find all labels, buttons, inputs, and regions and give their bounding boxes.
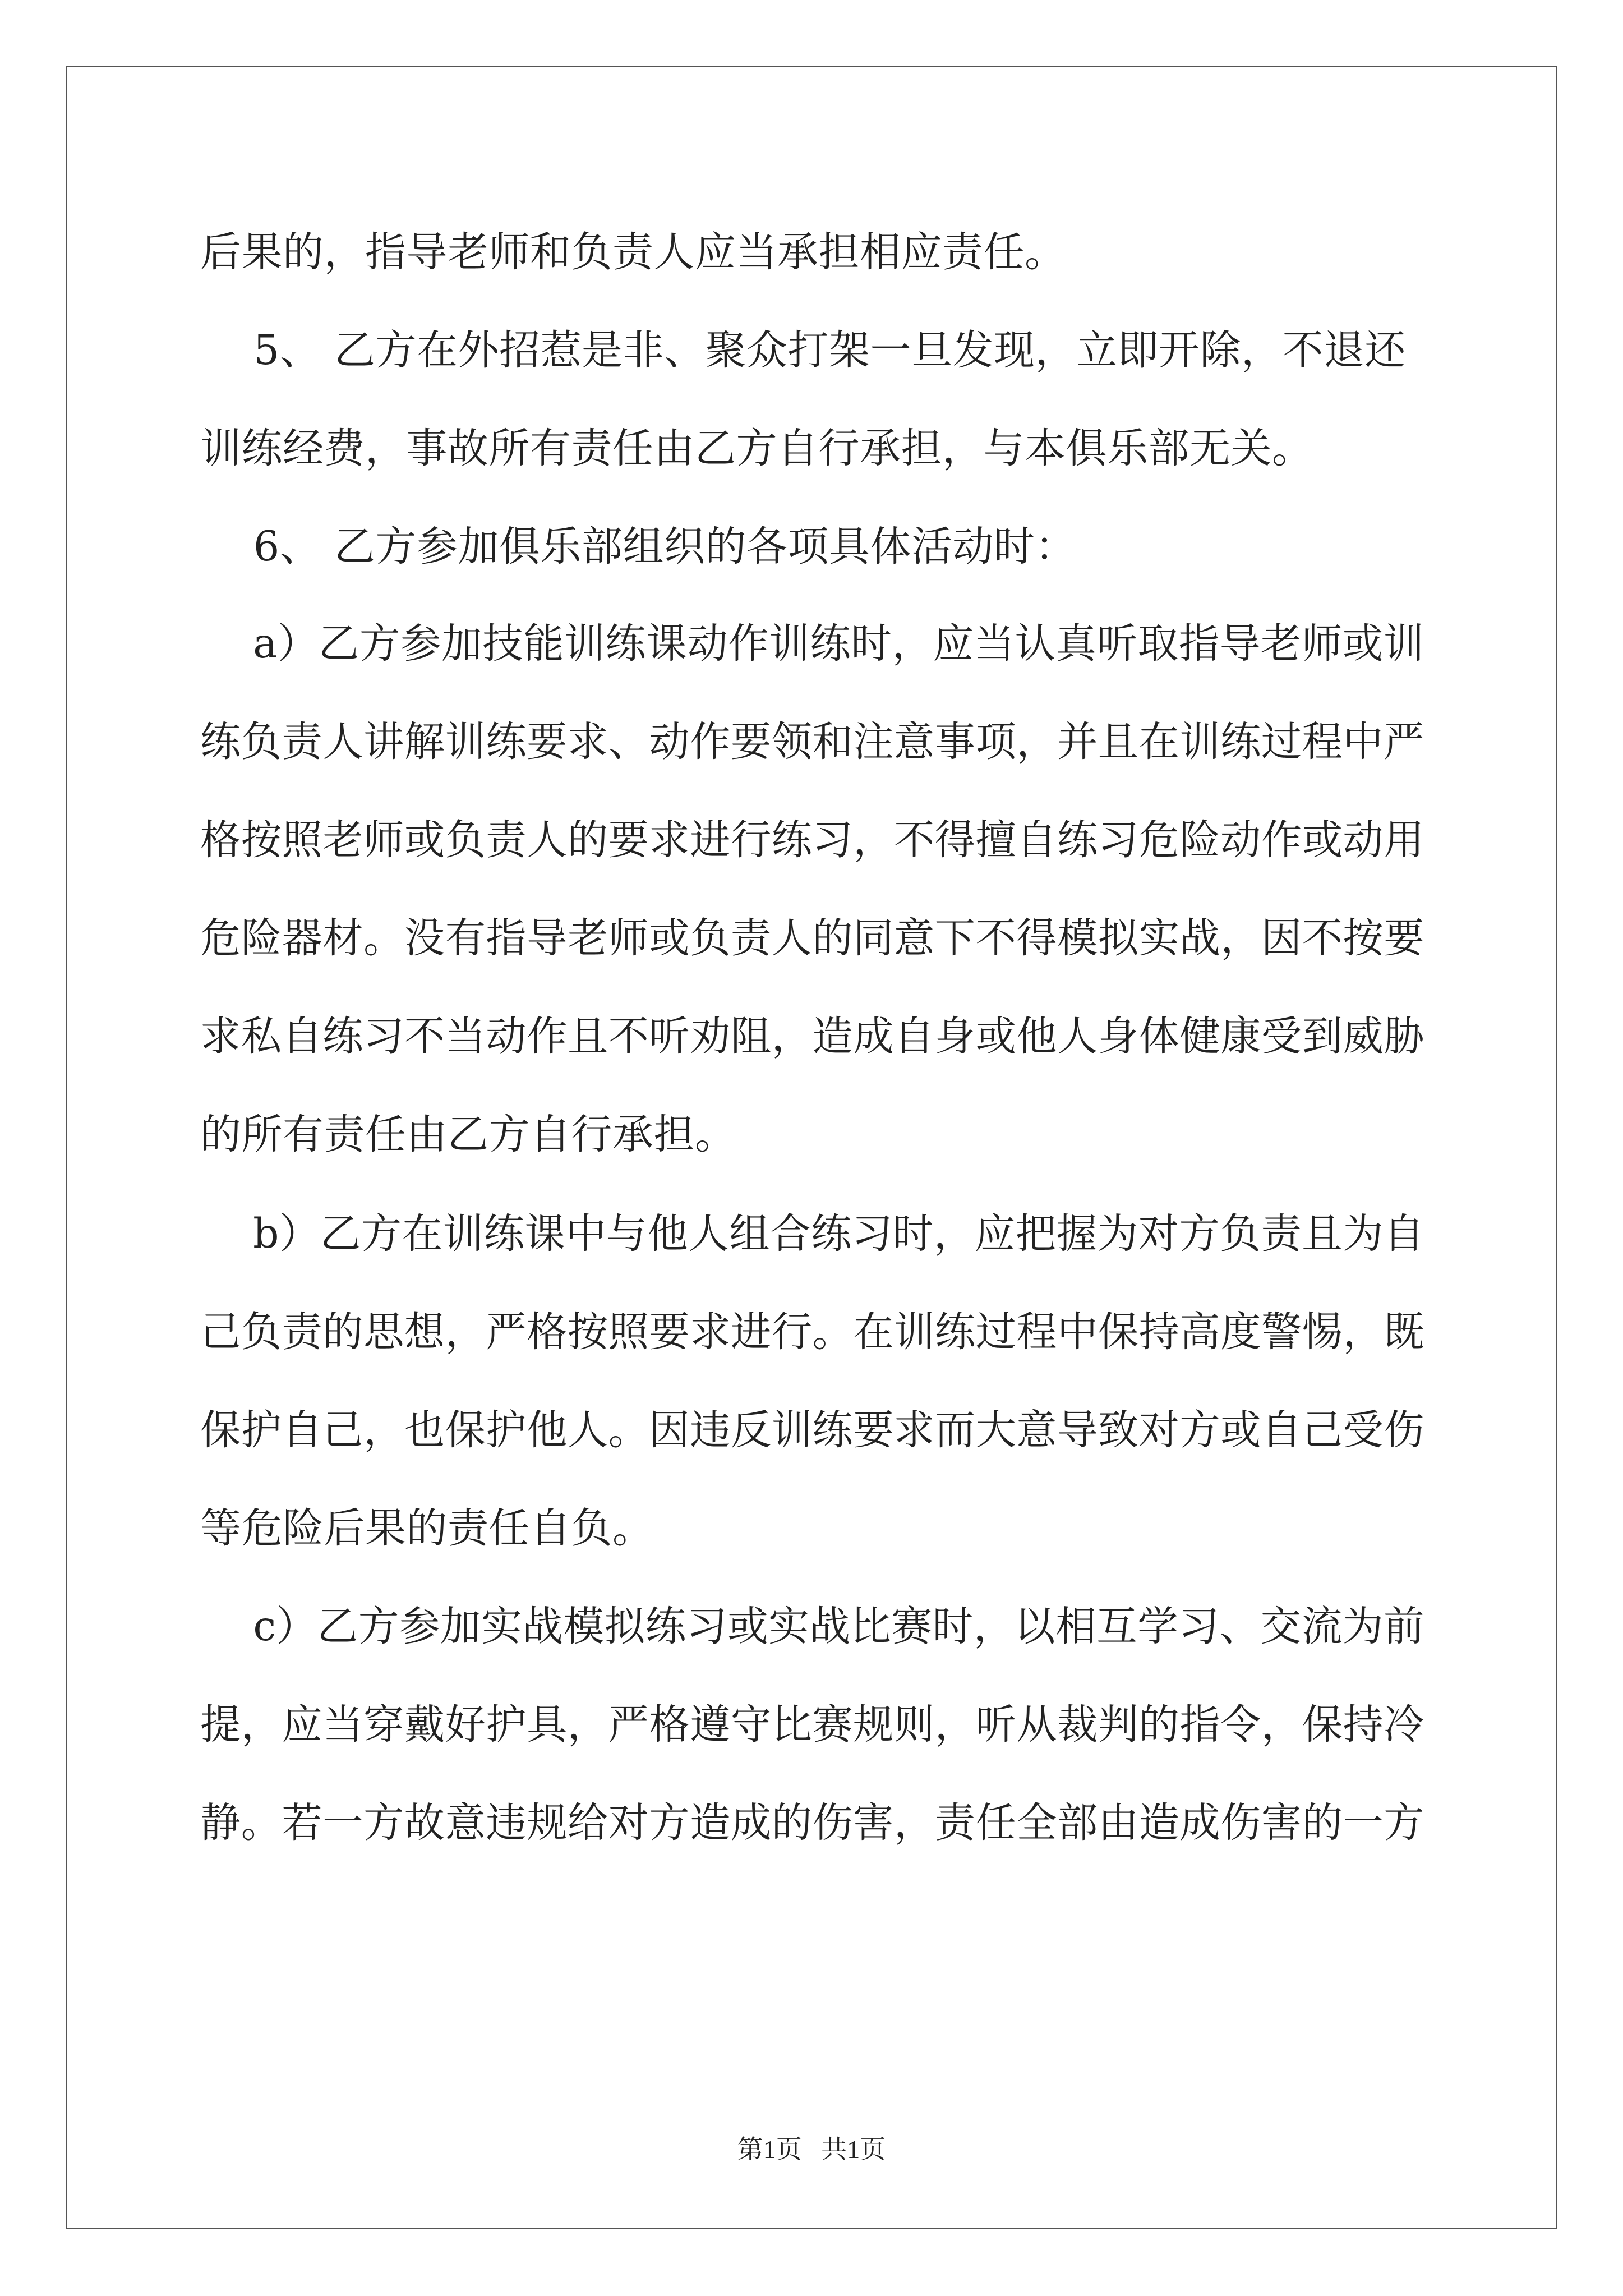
text-line: 6、 乙方参加俱乐部组织的各项具体活动时： (200, 523, 1076, 570)
text-line: b）乙方在训练课中与他人组合练习时，应把握为对方负责且为自 (200, 1210, 1425, 1258)
text-line: 提，应当穿戴好护具，严格遵守比赛规则，听从裁判的指令，保持冷 (200, 1701, 1424, 1749)
text-line: 训练经费，事故所有责任由乙方自行承担，与本俱乐部无关。 (200, 425, 1313, 472)
text-line: 练负责人讲解训练要求、动作要领和注意事项，并且在训练过程中严 (200, 718, 1424, 766)
text-line: 求私自练习不当动作且不听劝阻，造成自身或他人身体健康受到威胁 (200, 1013, 1424, 1060)
text-line: c）乙方参加实战模拟练习或实战比赛时，以相互学习、交流为前 (200, 1603, 1425, 1650)
text-line: 静。若一方故意违规给对方造成的伤害，责任全部由造成伤害的一方 (200, 1799, 1424, 1847)
text-line: a）乙方参加技能训练课动作训练时，应当认真听取指导老师或训 (200, 620, 1424, 668)
text-line: 危险器材。没有指导老师或负责人的同意下不得模拟实战，因不按要 (200, 914, 1424, 962)
text-line: 己负责的思想，严格按照要求进行。在训练过程中保持高度警惕，既 (200, 1308, 1424, 1356)
text-line: 等危险后果的责任自负。 (200, 1504, 654, 1552)
text-line: 保护自己，也保护他人。因违反训练要求而大意导致对方或自己受伤 (200, 1406, 1424, 1454)
text-line: 后果的，指导老师和负责人应当承担相应责任。 (200, 228, 1066, 276)
text-line: 格按照老师或负责人的要求进行练习，不得擅自练习危险动作或动用 (200, 816, 1424, 864)
page-footer: 第1页 共1页 (737, 2135, 886, 2164)
text-line: 的所有责任由乙方自行承担。 (200, 1111, 736, 1158)
text-line: 5、 乙方在外招惹是非、聚众打架一旦发现，立即开除，不退还 (200, 326, 1406, 374)
